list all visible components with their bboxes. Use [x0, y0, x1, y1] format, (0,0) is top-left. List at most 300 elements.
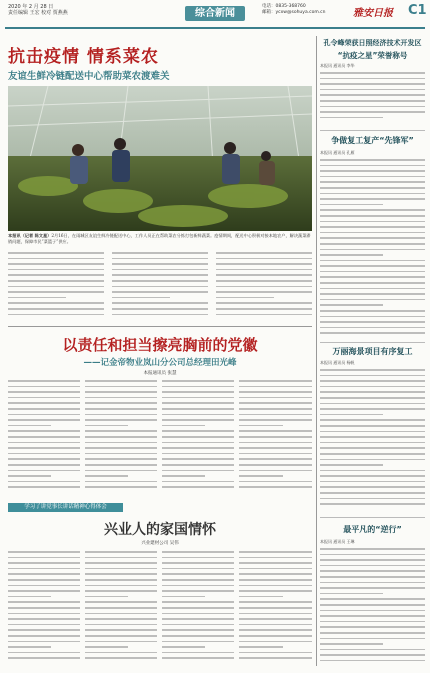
text-line: [85, 551, 157, 553]
text-line: [8, 562, 80, 564]
text-line: [239, 557, 312, 559]
text-line: [8, 464, 80, 466]
story-c-title: 万丽海景项目有序复工: [332, 347, 413, 356]
text-line: [8, 386, 80, 388]
story-a-byline: 本报讯 通讯员 李华: [320, 63, 355, 68]
story-d-byline: 本报讯 通讯员 王琳: [320, 539, 355, 544]
text-line: [216, 302, 312, 304]
story-b-body: [320, 159, 425, 339]
text-line: [216, 274, 312, 276]
text-line: [85, 447, 157, 449]
text-line: [85, 391, 157, 393]
text-line: [8, 486, 80, 488]
text-line: [239, 470, 312, 472]
text-line: [8, 291, 104, 293]
text-line: [320, 237, 425, 239]
text-line: [320, 386, 425, 388]
story-b-title: 争做复工复产“先锋军”: [331, 136, 414, 145]
masthead-logo: 雅安日报: [353, 8, 393, 19]
text-line: [85, 629, 157, 631]
text-line: [320, 106, 425, 108]
text-line: [320, 232, 425, 234]
text-line: [8, 629, 80, 631]
text-line: [320, 117, 383, 119]
text-line: [8, 601, 80, 603]
text-line: [320, 304, 383, 306]
text-line: [239, 579, 312, 581]
text-line: [239, 635, 312, 637]
text-line: [216, 314, 312, 316]
text-line: [162, 430, 234, 432]
text-line: [112, 291, 208, 293]
text-line: [239, 380, 312, 382]
right-divider: [320, 130, 425, 131]
story3-byline: 兴业建材公司 吴伟: [141, 541, 179, 546]
text-line: [8, 641, 80, 643]
text-line: [239, 562, 312, 564]
text-line: [320, 470, 425, 472]
text-line: [216, 252, 312, 254]
text-line: [8, 635, 80, 637]
text-line: [8, 613, 80, 615]
text-line: [320, 414, 383, 416]
header-email: 邮箱：ycxw@sohuya.com.cn: [262, 10, 326, 15]
text-line: [8, 280, 104, 282]
text-line: [162, 596, 205, 598]
text-line: [239, 607, 312, 609]
story3-headline: 兴业人的家国情怀: [104, 522, 216, 538]
text-line: [320, 276, 425, 278]
text-line: [85, 573, 157, 575]
text-line: [112, 274, 208, 276]
text-line: [320, 327, 425, 329]
text-line: [216, 280, 312, 282]
text-line: [85, 635, 157, 637]
text-line: [239, 486, 312, 488]
text-line: [8, 442, 80, 444]
text-line: [320, 89, 425, 91]
text-line: [85, 557, 157, 559]
text-line: [85, 624, 157, 626]
text-line: [239, 481, 312, 483]
text-line: [85, 607, 157, 609]
text-line: [239, 646, 283, 648]
text-line: [162, 386, 234, 388]
text-line: [239, 436, 312, 438]
text-line: [162, 425, 205, 427]
header-meta: [8, 4, 68, 16]
text-line: [320, 391, 425, 393]
text-line: [162, 585, 234, 587]
text-line: [320, 565, 425, 567]
text-line: [8, 286, 104, 288]
text-line: [320, 643, 383, 645]
text-line: [8, 380, 80, 382]
text-line: [239, 402, 312, 404]
story3-body-col-4: [239, 551, 312, 666]
text-line: [239, 408, 312, 410]
text-line: [239, 447, 312, 449]
text-line: [239, 596, 283, 598]
text-line: [320, 570, 425, 572]
text-line: [320, 475, 425, 477]
lead-headline: 抗击疫情 情系菜农: [8, 47, 159, 67]
text-line: [8, 596, 51, 598]
text-line: [162, 579, 234, 581]
text-line: [8, 618, 80, 620]
text-line: [239, 458, 312, 460]
text-line: [85, 436, 157, 438]
text-line: [8, 568, 80, 570]
text-line: [85, 596, 128, 598]
text-line: [320, 176, 425, 178]
greenhouse-photo: [8, 86, 312, 231]
text-line: [320, 498, 425, 500]
text-line: [162, 624, 234, 626]
story2-body-col-4: [239, 380, 312, 495]
text-line: [320, 193, 425, 195]
lead-subhead: 友谊生鲜冷链配送中心帮助菜农渡难关: [8, 71, 170, 82]
text-line: [8, 274, 104, 276]
text-line: [162, 562, 234, 564]
text-line: [85, 414, 157, 416]
text-line: [320, 293, 425, 295]
text-line: [162, 486, 234, 488]
text-line: [112, 297, 170, 299]
text-line: [85, 562, 157, 564]
text-line: [85, 430, 157, 432]
text-line: [320, 453, 425, 455]
text-line: [85, 657, 157, 659]
text-line: [320, 243, 425, 245]
text-line: [85, 590, 157, 592]
text-line: [162, 464, 234, 466]
text-line: [320, 481, 425, 483]
text-line: [112, 314, 208, 316]
text-line: [8, 419, 80, 421]
text-line: [239, 624, 312, 626]
story2-subhead: ——记金帝物业岚山分公司总经理田光峰: [83, 358, 237, 368]
text-line: [320, 503, 425, 505]
text-line: [216, 297, 274, 299]
text-line: [85, 442, 157, 444]
text-line: [320, 198, 425, 200]
text-line: [85, 613, 157, 615]
text-line: [112, 263, 208, 265]
story-d-body: [320, 548, 425, 666]
column-separator: [316, 36, 317, 666]
text-line: [239, 585, 312, 587]
text-line: [320, 598, 425, 600]
text-line: [8, 302, 104, 304]
text-line: [162, 613, 234, 615]
text-line: [320, 632, 425, 634]
text-line: [162, 568, 234, 570]
text-line: [8, 425, 51, 427]
header-editors: 责任编辑 王宏 校对 贾燕燕: [8, 10, 68, 16]
text-line: [8, 585, 80, 587]
text-line: [85, 585, 157, 587]
story-a-title: 孔令峰荣获日照经济技术开发区: [323, 39, 422, 47]
text-line: [239, 442, 312, 444]
text-line: [239, 419, 312, 421]
text-line: [320, 604, 425, 606]
text-line: [85, 458, 157, 460]
text-line: [320, 408, 425, 410]
text-line: [320, 288, 425, 290]
text-line: [320, 254, 383, 256]
text-line: [320, 181, 425, 183]
text-line: [8, 607, 80, 609]
text-line: [320, 299, 425, 301]
text-line: [320, 425, 425, 427]
text-line: [320, 321, 425, 323]
text-line: [239, 425, 283, 427]
text-line: [112, 252, 208, 254]
text-line: [85, 386, 157, 388]
story-d-title: 最平凡的“逆行”: [343, 525, 402, 534]
text-line: [320, 436, 425, 438]
text-line: [320, 559, 425, 561]
lead-body-col-1: [8, 252, 104, 322]
text-line: [8, 314, 104, 316]
story-b-byline: 本报讯 通讯员 孔雁: [320, 150, 355, 155]
text-line: [8, 258, 104, 260]
lead-photo: [8, 86, 312, 231]
text-line: [112, 280, 208, 282]
text-line: [8, 579, 80, 581]
text-line: [8, 470, 80, 472]
text-line: [162, 557, 234, 559]
text-line: [320, 226, 425, 228]
text-line: [216, 263, 312, 265]
text-line: [8, 397, 80, 399]
text-line: [320, 83, 425, 85]
text-line: [320, 72, 425, 74]
text-line: [216, 291, 312, 293]
text-line: [320, 215, 425, 217]
text-line: [85, 481, 157, 483]
text-line: [320, 464, 383, 466]
text-line: [239, 391, 312, 393]
text-line: [8, 263, 104, 265]
text-line: [320, 221, 425, 223]
text-line: [8, 657, 80, 659]
text-line: [239, 573, 312, 575]
text-line: [85, 652, 157, 654]
text-lines: [216, 252, 312, 315]
page-number: C1: [408, 3, 427, 18]
text-line: [85, 646, 128, 648]
lead-body-col-3: [216, 252, 312, 322]
text-line: [239, 430, 312, 432]
text-line: [8, 414, 80, 416]
text-line: [320, 431, 425, 433]
text-line: [85, 475, 128, 477]
text-line: [320, 593, 383, 595]
text-line: [320, 397, 425, 399]
story-a-subtitle: “抗疫之星”荣誉称号: [337, 51, 408, 60]
text-line: [112, 286, 208, 288]
text-line: [320, 610, 425, 612]
text-line: [85, 408, 157, 410]
story2-body-col-3: [162, 380, 234, 495]
text-line: [162, 635, 234, 637]
text-line: [85, 601, 157, 603]
text-line: [162, 391, 234, 393]
text-line: [320, 94, 425, 96]
text-line: [239, 601, 312, 603]
story3-banner: 学习了讲党事长讲话精神心得体会: [8, 503, 123, 512]
text-line: [162, 442, 234, 444]
text-line: [239, 397, 312, 399]
caption-text: 2月16日，在雨城区友谊生鲜冷链配送中心，工作人员正在帮助菜农分拣打包新鲜蔬菜。疫情期间，配送中心积极对接本地农户，解决蔬菜滞销问题，保障市民“菜篮子”供应。: [8, 233, 311, 244]
text-lines: [112, 252, 208, 315]
text-line: [320, 654, 425, 656]
text-line: [8, 430, 80, 432]
text-line: [112, 269, 208, 271]
text-line: [239, 464, 312, 466]
text-line: [162, 402, 234, 404]
text-line: [162, 419, 234, 421]
story2-body-col-1: [8, 380, 80, 495]
text-line: [239, 414, 312, 416]
text-line: [320, 369, 425, 371]
text-line: [320, 204, 383, 206]
text-line: [8, 436, 80, 438]
text-line: [320, 310, 425, 312]
text-line: [216, 258, 312, 260]
text-line: [85, 618, 157, 620]
text-line: [85, 641, 157, 643]
text-line: [320, 486, 425, 488]
text-line: [162, 475, 205, 477]
header-contact: [262, 4, 326, 16]
text-line: [320, 78, 425, 80]
text-line: [320, 554, 425, 556]
text-line: [162, 436, 234, 438]
text-line: [320, 375, 425, 377]
text-line: [320, 111, 425, 113]
text-line: [239, 618, 312, 620]
text-line: [85, 402, 157, 404]
text-line: [8, 252, 104, 254]
text-line: [8, 573, 80, 575]
caption-label: 本报讯（记者 陈文星）: [8, 233, 52, 238]
text-line: [85, 419, 157, 421]
text-line: [85, 397, 157, 399]
text-line: [320, 626, 425, 628]
text-line: [239, 590, 312, 592]
text-line: [320, 316, 425, 318]
text-line: [162, 646, 205, 648]
story2-byline: 本报通讯员 张慧: [143, 371, 177, 376]
text-line: [162, 380, 234, 382]
text-line: [8, 269, 104, 271]
text-line: [85, 470, 157, 472]
text-line: [8, 453, 80, 455]
text-line: [162, 652, 234, 654]
text-line: [85, 568, 157, 570]
text-line: [8, 646, 51, 648]
text-line: [85, 425, 128, 427]
text-line: [239, 629, 312, 631]
text-line: [162, 629, 234, 631]
text-line: [320, 260, 425, 262]
text-line: [239, 551, 312, 553]
text-line: [8, 308, 104, 310]
text-line: [320, 548, 425, 550]
text-line: [239, 386, 312, 388]
header-phone: 电话：0835-368760: [262, 4, 306, 9]
text-line: [162, 453, 234, 455]
text-line: [239, 652, 312, 654]
text-line: [320, 159, 425, 161]
story-c-byline: 本报讯 通讯员 杨帆: [320, 360, 355, 365]
text-line: [320, 165, 425, 167]
text-line: [162, 657, 234, 659]
text-line: [320, 459, 425, 461]
text-line: [162, 397, 234, 399]
text-line: [162, 408, 234, 410]
text-line: [162, 414, 234, 416]
text-line: [162, 641, 234, 643]
text-line: [162, 481, 234, 483]
text-line: [85, 380, 157, 382]
story3-body-col-1: [8, 551, 80, 666]
text-line: [239, 453, 312, 455]
text-line: [320, 282, 425, 284]
text-line: [320, 170, 425, 172]
text-line: [216, 269, 312, 271]
text-line: [162, 447, 234, 449]
text-line: [162, 573, 234, 575]
text-line: [320, 447, 425, 449]
text-line: [239, 613, 312, 615]
text-line: [320, 621, 425, 623]
text-line: [8, 447, 80, 449]
text-line: [162, 551, 234, 553]
text-lines: [8, 252, 104, 315]
text-line: [320, 615, 425, 617]
text-line: [320, 419, 425, 421]
text-line: [85, 464, 157, 466]
lead-caption: [8, 233, 312, 244]
text-line: [8, 391, 80, 393]
text-line: [112, 258, 208, 260]
text-line: [239, 657, 312, 659]
story-c-body: [320, 369, 425, 514]
text-line: [320, 660, 425, 662]
header-rule: [5, 27, 425, 29]
text-line: [8, 652, 80, 654]
text-line: [85, 486, 157, 488]
text-line: [320, 582, 425, 584]
text-line: [8, 590, 80, 592]
text-line: [320, 587, 425, 589]
text-line: [162, 607, 234, 609]
text-line: [162, 458, 234, 460]
text-line: [162, 618, 234, 620]
text-line: [239, 568, 312, 570]
text-line: [8, 458, 80, 460]
text-line: [320, 442, 425, 444]
text-line: [216, 308, 312, 310]
section-title: 综合新闻: [185, 6, 245, 21]
text-line: [162, 601, 234, 603]
text-line: [162, 590, 234, 592]
text-line: [8, 297, 66, 299]
